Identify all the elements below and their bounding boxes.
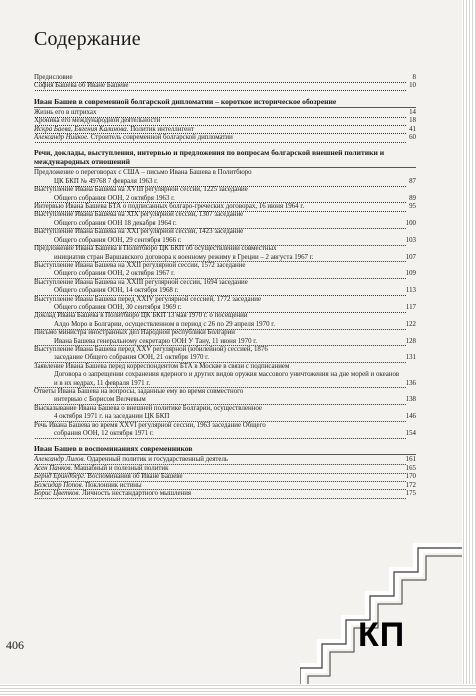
toc-entry[interactable] [34, 296, 416, 313]
entry-text: Машабный и полезный политик [73, 464, 169, 472]
entry-page-number: 14 [409, 108, 416, 116]
entry-page-number: 131 [405, 354, 416, 362]
toc-entry[interactable] [34, 329, 416, 346]
entry-continuation: Общего собрания ООН, 2 октября 1967 г. [54, 270, 175, 278]
toc-entry[interactable] [34, 422, 416, 439]
entry-author: Асен Панков. [34, 464, 73, 472]
entry-title [34, 346, 406, 363]
toc-entry[interactable] [34, 74, 416, 82]
entry-title [34, 279, 406, 296]
entry-title [34, 465, 406, 473]
toc-entry[interactable] [34, 203, 416, 211]
entry-continuation: Общего собрания ООН, 29 сентября 1966 г. [54, 236, 182, 244]
toc-entry[interactable] [34, 465, 416, 473]
entry-text: Личность нестандартного мышления [81, 490, 192, 498]
entry-page-number: 122 [405, 320, 416, 328]
entry-title [34, 134, 406, 142]
entry-title [34, 456, 406, 464]
toc-entry[interactable] [34, 169, 416, 186]
entry-title [34, 82, 406, 90]
entry-page-number: 175 [405, 490, 416, 498]
entry-text: Высказывание Ивана Башева о внешней политике Болгарии, осуществленное [34, 404, 262, 412]
entry-text: Строитель современной болгарской дипломатии [90, 134, 233, 142]
toc-entry[interactable] [34, 82, 416, 90]
entry-continuation: собрания ООН, 12 октября 1971 г. [54, 430, 154, 438]
toc-entry[interactable] [34, 109, 416, 117]
entry-title [34, 388, 406, 405]
section-title: Иван Башев в современной болгарской дипломатии – короткое историческое обозрение [34, 97, 416, 108]
toc-section [34, 444, 416, 498]
entry-page-number: 8 [412, 74, 416, 81]
entry-title [34, 473, 406, 481]
entry-title [34, 296, 406, 313]
toc-entry[interactable] [34, 363, 416, 388]
entry-title [34, 405, 406, 422]
toc-entry[interactable] [34, 482, 416, 490]
entry-title [34, 126, 406, 134]
entry-page-number: 146 [405, 413, 416, 421]
page-title: Содержание [34, 28, 141, 50]
entry-title [34, 211, 406, 228]
staircase-logo [300, 540, 463, 685]
entry-continuation: Общего собрания ООН, 30 сентября 1969 г. [54, 303, 182, 311]
entry-title [34, 490, 406, 498]
toc-entry[interactable] [34, 134, 416, 142]
toc-entry[interactable] [34, 473, 416, 481]
toc-entry[interactable] [34, 490, 416, 498]
entry-continuation: Алдо Моро в Болгарии, осуществленном в период с 26 по 29 апреля 1970 г. [54, 320, 276, 328]
page-number: 406 [6, 638, 24, 652]
toc-entry[interactable] [34, 245, 416, 262]
entry-page-number: 170 [405, 473, 416, 481]
entry-text: Доклад Ивана Башева в Политбюро ЦК БКП 13 мая 1970 г. о посещении [34, 312, 248, 320]
entry-title [34, 203, 406, 211]
entry-author: Божидар Попов. [34, 481, 84, 489]
entry-text: Жизнь его в штрихах [34, 108, 97, 116]
entry-page-number: 60 [409, 134, 416, 142]
toc-entry[interactable] [34, 228, 416, 245]
entry-continuation: 4 октября 1971 г. на заседании ЦК БКП [54, 413, 170, 421]
entry-text: Письмо министра иностранных дел Народной республики Болгарии [34, 329, 235, 337]
entry-continuation: Договора о запрещении сохранения ядерного и других видов оружия массового уничтожения на дне морей и океанов и в их недрах, 11 февраля 1971 г. [54, 371, 400, 387]
entry-continuation: Ивана Башева генеральному секретарю ООН У Тану, 11 июня 1970 г. [54, 337, 258, 345]
toc-section [34, 97, 416, 143]
toc-entry[interactable] [34, 279, 416, 296]
entry-text: Выступление Ивана Башева на XIX регулярной сессии, 1307 заседание [34, 211, 244, 219]
toc-entry[interactable] [34, 388, 416, 405]
entry-page-number: 41 [409, 125, 416, 133]
entry-continuation: интервью с Борисом Велчевым [54, 396, 146, 404]
entry-text: Предложение о переговорах с США – письмо Ивана Башева в Политбюро [34, 169, 252, 177]
entry-page-number: 10 [409, 82, 416, 90]
entry-author: Александр Нийкое. [34, 134, 89, 142]
entry-title [34, 363, 406, 388]
entry-page-number: 117 [405, 303, 416, 311]
entry-page-number: 89 [409, 194, 416, 202]
entry-title [34, 117, 406, 125]
section-title: Иван Башев в воспоминаниях современников [34, 444, 416, 455]
toc-entry[interactable] [34, 126, 416, 134]
entry-text: Интервью Ивана Башева БТА о подписанных болгаро-греческих договорах, 16 июня 1964 г. [34, 203, 305, 211]
entry-page-number: 161 [405, 456, 416, 464]
entry-author: Бернд Ериндберг. [34, 473, 86, 481]
entry-text: Выступление Ивана Башева перед XXV регулярной (юбилейной) сессией, 1876 [34, 345, 268, 353]
toc-section [34, 74, 416, 91]
entry-page-number: 154 [405, 430, 416, 438]
toc-entry[interactable] [34, 262, 416, 279]
section-title: Речи, доклады, выступления, интервью и предложения по вопросам болгарской внешней политики и международных отношений [34, 148, 416, 168]
entry-title [34, 228, 406, 245]
toc-entry[interactable] [34, 456, 416, 464]
entry-text: Заявление Ивана Башева перед корреспондентом БТА в Москве в связи с подписанием [34, 362, 290, 370]
entry-page-number: 128 [405, 337, 416, 345]
entry-text: Воспоминания об Иване Башеве [87, 473, 183, 481]
toc-entry[interactable] [34, 117, 416, 125]
entry-title [34, 169, 406, 186]
entry-text: Хроника его международной деятельности [34, 117, 161, 125]
entry-page-number: 100 [405, 219, 416, 227]
entry-page-number: 107 [405, 253, 416, 261]
page-edge [462, 0, 476, 696]
entry-title [34, 329, 406, 346]
toc-entry[interactable] [34, 211, 416, 228]
entry-title [34, 245, 406, 262]
entry-text: Выступление Ивана Башева перед XXIV регулярной сессией, 1772 заседание [34, 295, 262, 303]
toc-section [34, 148, 416, 438]
entry-author: Александр Лилов. [34, 456, 86, 464]
entry-text: Выступление Ивана Башева на XXII регулярной сессии, 1572 заседание [34, 261, 246, 269]
entry-page-number: 138 [405, 396, 416, 404]
entry-text: Выступление Ивана Башева на XXIII регулярной сессии, 1694 заседание [34, 278, 248, 286]
page-edge-bottom [0, 684, 476, 696]
entry-text: Поклонник истины [85, 481, 142, 489]
entry-author: Искра Баева, Евгения Калинова. [34, 125, 129, 133]
entry-text: Политик интеллигент [130, 125, 194, 133]
toc-entry[interactable] [34, 312, 416, 329]
entry-text: София Башева об Иване Башеве [34, 82, 129, 90]
entry-page-number: 113 [405, 287, 416, 295]
entry-title [34, 482, 406, 490]
entry-continuation: инициатив стран Варшавского договора к военному режиму в Греции – 2 августа 1967 г. [54, 253, 314, 261]
entry-title [34, 422, 406, 439]
entry-title [34, 109, 406, 117]
kp-stamp: КП [358, 616, 406, 654]
entry-title [34, 262, 406, 279]
entry-title [34, 74, 406, 82]
entry-page-number: 95 [409, 203, 416, 211]
entry-page-number: 136 [405, 379, 416, 387]
entry-page-number: 18 [409, 117, 416, 125]
entry-author: Борис Цветков. [34, 490, 81, 498]
entry-page-number: 109 [405, 270, 416, 278]
entry-text: Выступление Ивана Башева на XXI регулярной сессии, 1423 заседание [34, 228, 244, 236]
entry-text: Ответы Ивана Башева на вопросы, заданные ему во время совместного [34, 388, 244, 395]
entry-continuation: Общего собрания ООН, 2 октября 1963 г. [54, 194, 175, 202]
entry-continuation: заседание Общего собрания ООН, 21 октября 1970 г. [54, 354, 209, 362]
entry-continuation: Общего собрания ООН, 14 октября 1968 г. [54, 287, 179, 295]
entry-text: Выступление Ивана Башева на XVIII регулярной сессии, 1225 заседание [34, 186, 248, 194]
entry-text: Предисловие [34, 74, 73, 81]
toc-entry[interactable] [34, 405, 416, 422]
entry-page-number: 87 [409, 177, 416, 185]
entry-text: Предложение Ивана Башева в Политбюро ЦК БКП об осуществлении совместных [34, 245, 277, 253]
entry-page-number: 172 [405, 481, 416, 489]
entry-title [34, 186, 406, 203]
entry-title [34, 312, 406, 329]
entry-page-number: 103 [405, 236, 416, 244]
entry-continuation: ЦК БКП № 49768 7 февраля 1963 г. [54, 177, 158, 185]
table-of-contents [34, 74, 416, 498]
toc-entry[interactable] [34, 346, 416, 363]
entry-text: Речь Ивана Башева во время XXVI регулярной сессии, 1963 заседание Общего [34, 421, 266, 429]
entry-text: Одаренный политик и государственный деятель [86, 456, 229, 464]
entry-continuation: Общего собрания ООН 18 декабря 1964 г. [54, 219, 177, 227]
entry-page-number: 165 [405, 464, 416, 472]
toc-entry[interactable] [34, 186, 416, 203]
